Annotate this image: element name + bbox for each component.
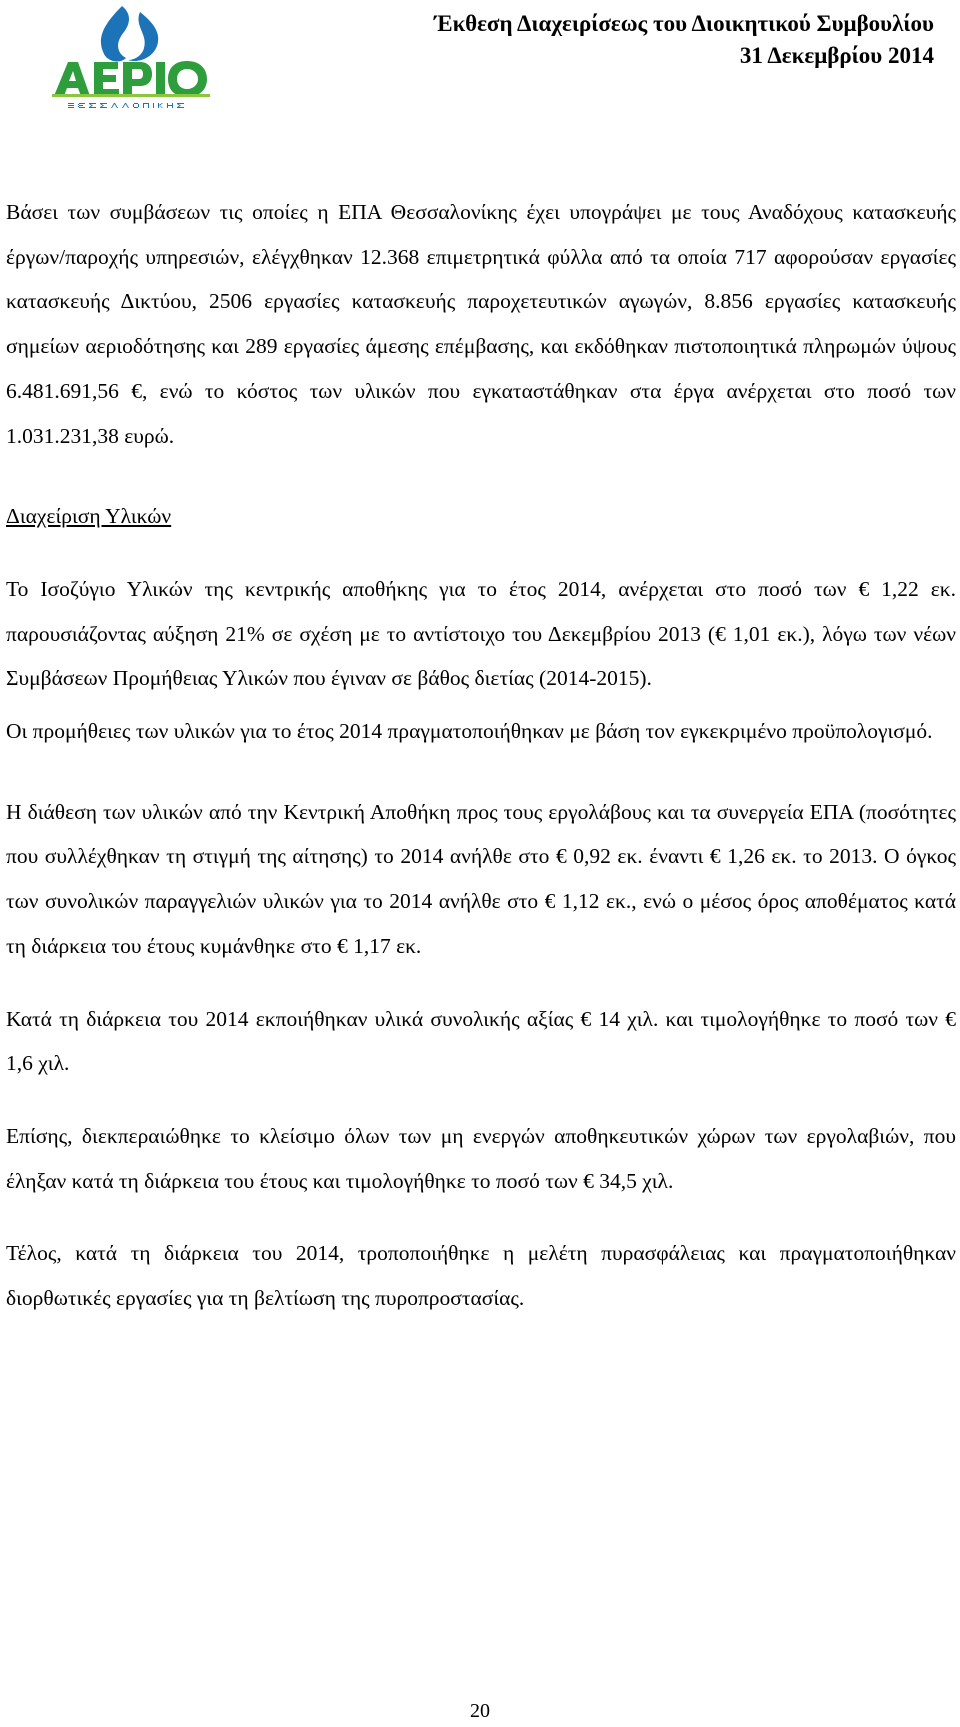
paragraph-disposals: Κατά τη διάρκεια του 2014 εκποιήθηκαν υλικά συνολικής αξίας € 14 χιλ. και τιμολογήθηκε το ποσό των € 1,6 χιλ. (6, 1006, 956, 1076)
flame-logo-icon (44, 4, 214, 114)
report-header (434, 8, 934, 72)
section-heading-materials: Διαχείριση Υλικών (6, 504, 172, 529)
company-logo (44, 4, 214, 114)
paragraph-materials-balance: Το Ισοζύγιο Υλικών της κεντρικής αποθήκης για το έτος 2014, ανέρχεται στο ποσό των € 1,22 εκ. παρουσιάζοντας αύξηση 21% σε σχέση με το αντίστοιχο του Δεκεμβρίου 2013 (€ 1,01 εκ.), λόγω των νέων Συμβάσεων Προμήθειας Υλικών που έγιναν σε βάθος διετίας (2014-2015). (6, 576, 956, 691)
paragraph-materials-distribution: Η διάθεση των υλικών από την Κεντρική Αποθήκη προς τους εργολάβους και τα συνεργεία ΕΠΑ (ποσότητες που συλλέχθηκαν τη στιγμή της αίτησης) το 2014 ανήλθε στο € 0,92 εκ. έναντι € 1,26 εκ. το 2013. Ο όγκος των συνολικών παραγγελιών υλικών για το 2014 ανήλθε στο € 1,12 εκ., ενώ ο μέσος όρος αποθέματος κατά τη διάρκεια του έτους κυμάνθηκε στο € 1,17 εκ. (6, 799, 956, 958)
paragraph-warehouse-closure: Επίσης, διεκπεραιώθηκε το κλείσιμο όλων των μη ενεργών αποθηκευτικών χώρων των εργολαβιών, που έληξαν κατά τη διάρκεια του έτους και τιμολογήθηκε το ποσό των € 34,5 χιλ. (6, 1123, 956, 1193)
paragraph-contracts: Βάσει των συμβάσεων τις οποίες η ΕΠΑ Θεσσαλονίκης έχει υπογράψει με τους Αναδόχους κατασκευής έργων/παροχής υπηρεσιών, ελέγχθηκαν 12.368 επιμετρητικά φύλλα από τα οποία 717 αφορούσαν εργασίες κατασκευής Δικτύου, 2506 εργασίες κατασκευής παροχετευτικών αγωγών, 8.856 εργασίες κατασκευής σημείων αεριοδότησης και 289 εργασίες άμεσης επέμβασης, και εκδόθηκαν πιστοποιητικά πληρωμών ύψους 6.481.691,56 €, ενώ το κόστος των υλικών που εγκαταστάθηκαν στα έργα ανέρχεται στο ποσό των 1.031.231,38 ευρώ. (6, 200, 956, 448)
paragraph-fire-safety: Τέλος, κατά τη διάρκεια του 2014, τροποποιήθηκε η μελέτη πυρασφάλειας και πραγματοποιήθηκαν διορθωτικές εργασίες για τη βελτίωση της πυροπροστασίας. (6, 1241, 956, 1311)
report-body (6, 190, 956, 1321)
page-number: 20 (470, 1700, 490, 1722)
paragraph-procurement: Οι προμήθειες των υλικών για το έτος 2014 πραγματοποιήθηκαν με βάση τον εγκεκριμένο προϋπολογισμό. (6, 719, 933, 744)
report-date: 31 Δεκεμβρίου 2014 (739, 43, 934, 68)
report-title: Έκθεση Διαχειρίσεως του Διοικητικού Συμβουλίου (434, 11, 934, 36)
